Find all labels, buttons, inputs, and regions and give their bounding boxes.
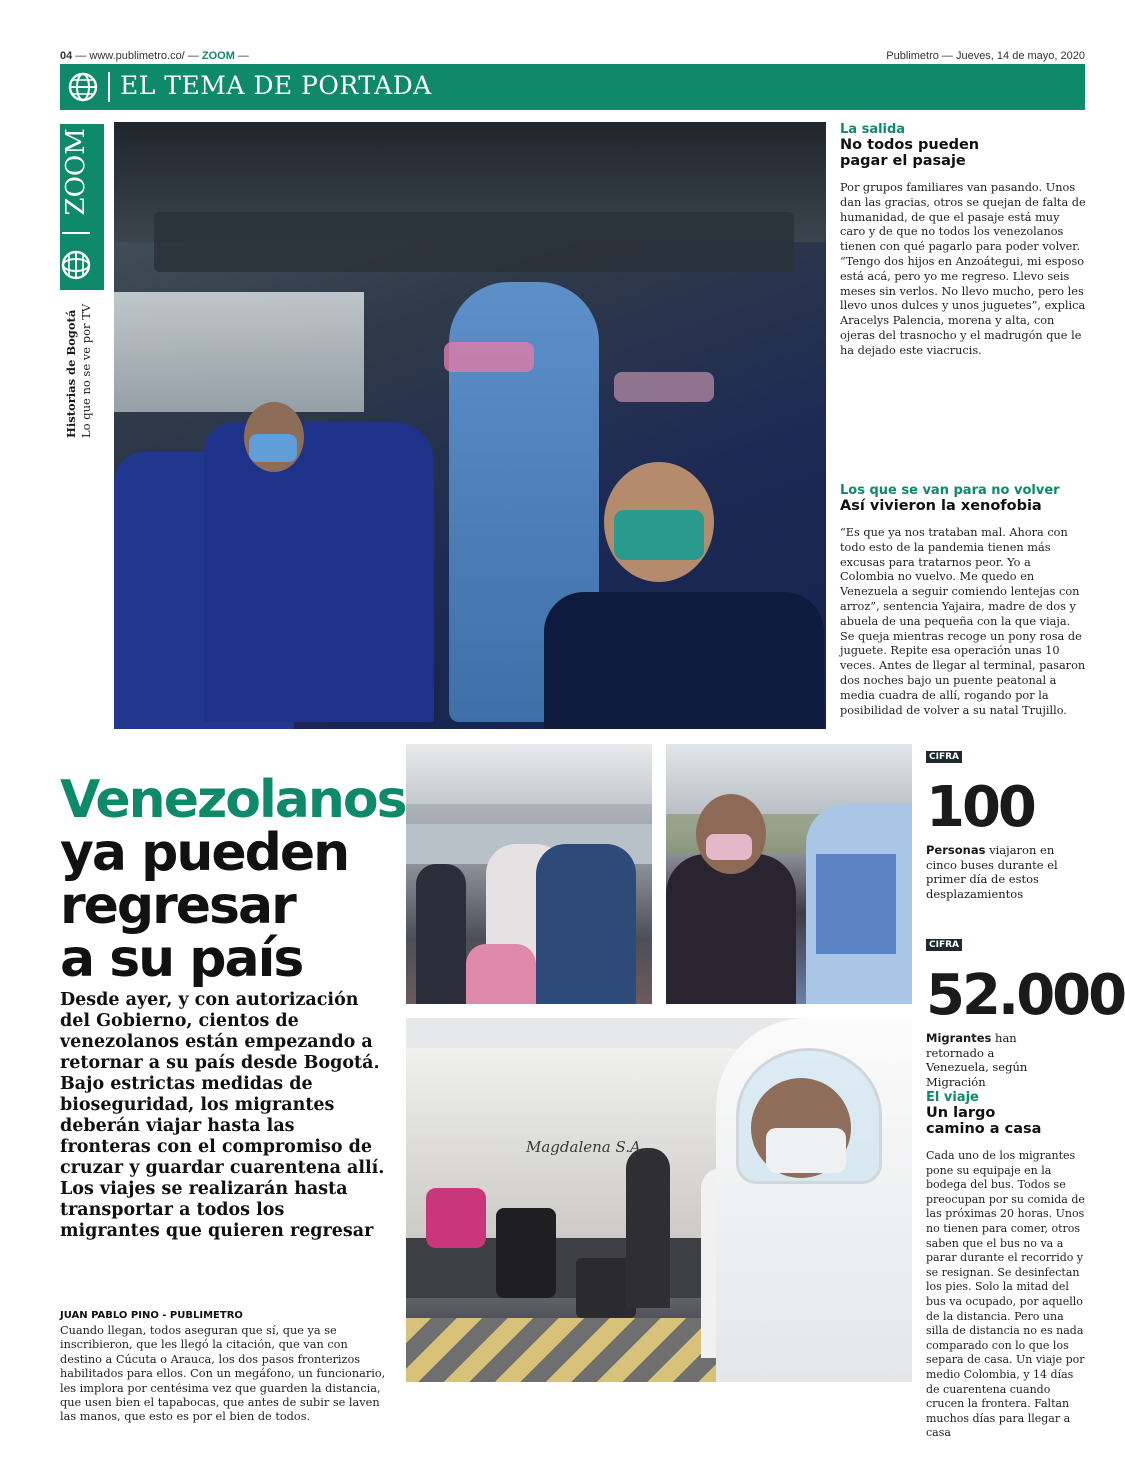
bus-brand-text: Magdalena S.A.	[526, 1138, 646, 1156]
side-story-1-body: Por grupos familiares van pasando. Unos dan las gracias, otros se quejan de falta de humanidad, de que el pasaje está muy caro y de que no todos los venezolanos tienen con qué pagarlo para poder volver. “Tengo dos hijos en Anzoátegui, mi esposo está acá, pero yo me regreso. Llevo seis meses sin verlos. No llevo mucho, pero les llevo unos dulces y unos juguetes”, explica Aracelys Palencia, morena y alta, con ojeras del trasnocho y el madrugón que le ha dejado este viacrucis.	[840, 181, 1086, 357]
side-story-2-kicker: Los que se van para no volver	[840, 483, 1060, 498]
top-line	[60, 50, 1085, 64]
globe-icon	[68, 72, 98, 102]
headline-line: regresar	[60, 876, 295, 936]
top-line-left	[60, 50, 249, 62]
side-story-1-title: No todos pueden pagar el pasaje	[840, 137, 980, 169]
headline-line: a su país	[60, 929, 303, 989]
side-story-3-kicker: El viaje	[926, 1090, 979, 1105]
terminal-photo	[406, 1018, 912, 1382]
zoom-label: ZOOM	[61, 128, 91, 216]
main-deck: Desde ayer, y con autorización del Gobierno, cientos de venezolanos están empezando a retornar a su país desde Bogotá. Bajo estrictas medidas de bioseguridad, los migrantes deberán viajar hasta las fronteras con el compromiso de cruzar y guardar cuarentena allí. Los viajes se realizarán hasta transportar a todos los migrantes que quieren regresar	[60, 990, 385, 1241]
section-short: ZOOM	[201, 50, 235, 62]
dateline: Publimetro — Jueves, 14 de mayo, 2020	[886, 50, 1085, 62]
banner-title: EL TEMA DE PORTADA	[120, 71, 432, 100]
zoom-sidebar-label-wrap	[60, 124, 104, 290]
figure-100	[926, 744, 1086, 901]
series-title: Historias de Bogotá	[64, 309, 78, 438]
section-banner	[60, 64, 1085, 110]
figure-lead: Migrantes	[926, 1031, 992, 1045]
side-story-3-body: Cada uno de los migrantes pone su equipaje en la bodega del bus. Todos se preocupan por su comida de las próximas 20 horas. Unos no tienen para comer, otros saben que el bus no va a parar durante el recorrido y se resignan. Se desinfectan los pies. Solo la mitad del bus va ocupado, por aquello de la distancia. Pero una silla de distancia no es nada comparado con lo que los separa de casa. Un viaje por medio Colombia, y 14 días de cuarentena cuando crucen la frontera. Faltan muchos días para llegar a casa	[926, 1149, 1085, 1440]
headline-line: ya pueden	[60, 823, 349, 883]
zoom-divider	[62, 232, 90, 234]
series-subtitle: Lo que no se ve por TV	[79, 303, 93, 438]
headline-green: Venezolanos	[60, 770, 406, 830]
side-story-1-kicker: La salida	[840, 122, 906, 137]
figure-number: 100	[926, 775, 1034, 840]
side-story-3-title: Un largo camino a casa	[926, 1105, 1042, 1137]
figure-lead: Personas	[926, 843, 986, 857]
figure-number: 52.000	[926, 963, 1125, 1028]
main-body: Cuando llegan, todos aseguran que sí, que ya se inscribieron, que les llegó la citación, que van con destino a Cúcuta o Arauca, los dos pasos fronterizos habilitados para ellos. Con un megáfono, un funcionario, les implora por centésima vez que guarden la distancia, que usen bien el tapabocas, que antes de subir se laven las manos, que esto es por el bien de todos.	[60, 1324, 386, 1424]
main-headline	[60, 770, 406, 989]
page-number: 04	[60, 50, 73, 62]
side-story-1	[840, 122, 1086, 359]
figure-52000	[926, 932, 1125, 1089]
site-url[interactable]: — www.publimetro.co/ —	[75, 50, 199, 62]
figure-description	[926, 1031, 1056, 1089]
figure-text: han retornado a Venezuela, según Migración	[926, 1031, 1028, 1089]
figure-tag: CIFRA	[926, 939, 962, 951]
series-label	[64, 298, 100, 438]
figure-tag: CIFRA	[926, 751, 962, 763]
series-label-text	[64, 298, 100, 438]
figure-description	[926, 843, 1086, 901]
hug-photo	[406, 744, 652, 1004]
zoom-sidebar	[60, 124, 104, 290]
temperature-check-photo	[666, 744, 912, 1004]
figure-text: viajaron en cinco buses durante el primer día de estos desplazamientos	[926, 843, 1058, 901]
banner-divider	[108, 72, 110, 102]
bus-interior-photo	[114, 122, 826, 729]
section-trail: —	[237, 50, 249, 62]
side-story-3	[926, 1090, 1086, 1441]
globe-icon	[61, 250, 91, 280]
byline: JUAN PABLO PINO - PUBLIMETRO	[60, 1310, 243, 1321]
side-story-2	[840, 483, 1086, 718]
side-story-2-body: “Es que ya nos trataban mal. Ahora con todo esto de la pandemia tienen más excusas para tratarnos peor. Yo a Colombia no vuelvo. Me quedo en Venezuela a seguir comiendo lentejas con arroz”, sentencia Yajaira, madre de dos y abuela de una pequeña con la que viaja. Se queja mientras recoge un pony rosa de juguete. Repite esa operación unas 10 veces. Antes de llegar al terminal, pasaron dos noches bajo un puente peatonal a media cuadra de allí, rogando por la posibilidad de volver a su natal Trujillo.	[840, 526, 1086, 717]
side-story-2-title: Así vivieron la xenofobia	[840, 498, 1042, 514]
